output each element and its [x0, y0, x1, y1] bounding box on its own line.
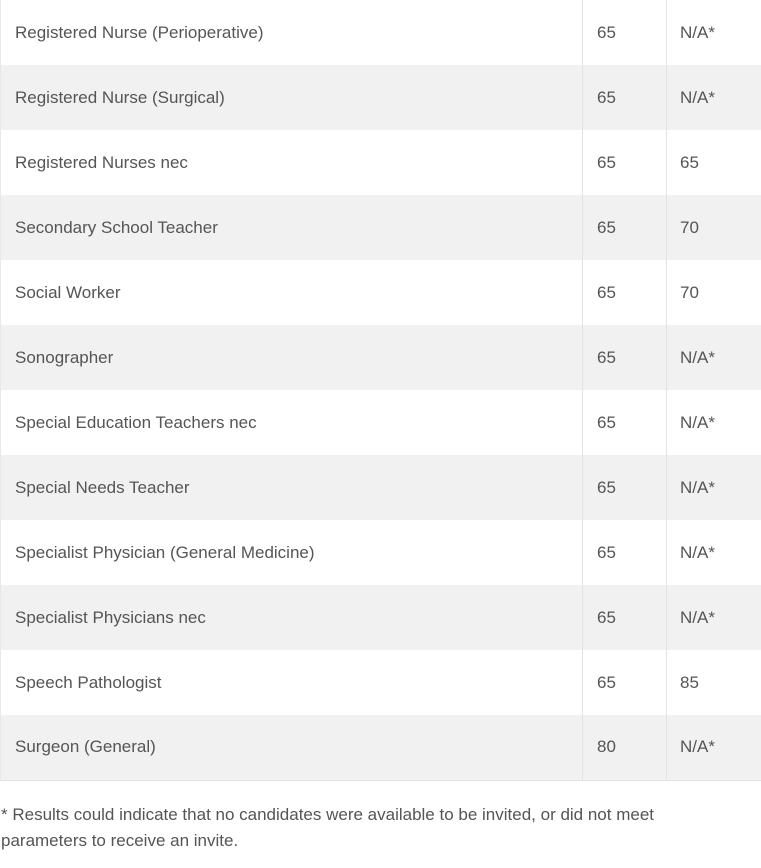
table-row: [1, 130, 761, 195]
table-row: [1, 260, 761, 325]
points-cell-secondary: N/A*: [667, 520, 761, 585]
table-row: [1, 585, 761, 650]
points-cell: 65: [583, 0, 667, 65]
points-cell-secondary: 70: [667, 260, 761, 325]
occupation-cell: Special Education Teachers nec: [1, 390, 583, 455]
occupation-cell: Specialist Physician (General Medicine): [1, 520, 583, 585]
table-row: [1, 325, 761, 390]
points-cell: 65: [583, 260, 667, 325]
points-cell: 65: [583, 520, 667, 585]
table-row: [1, 65, 761, 130]
occupation-cell: Sonographer: [1, 325, 583, 390]
table-row: [1, 455, 761, 520]
table-row: [1, 195, 761, 260]
points-cell-secondary: 70: [667, 195, 761, 260]
points-cell-secondary: N/A*: [667, 585, 761, 650]
points-cell: 80: [583, 715, 667, 780]
occupation-cell: Registered Nurses nec: [1, 130, 583, 195]
table-row: [1, 715, 761, 780]
occupation-cell: Registered Nurse (Surgical): [1, 65, 583, 130]
points-cell: 65: [583, 650, 667, 715]
points-cell-secondary: N/A*: [667, 715, 761, 780]
occupation-cell: Social Worker: [1, 260, 583, 325]
points-cell: 65: [583, 585, 667, 650]
table-row: [1, 0, 761, 65]
points-cell-secondary: N/A*: [667, 325, 761, 390]
points-cell: 65: [583, 130, 667, 195]
points-cell: 65: [583, 325, 667, 390]
points-cell-secondary: 85: [667, 650, 761, 715]
points-cell: 65: [583, 390, 667, 455]
occupation-cell: Secondary School Teacher: [1, 195, 583, 260]
occupation-cell: Special Needs Teacher: [1, 455, 583, 520]
table-row: [1, 650, 761, 715]
footnote: * Results could indicate that no candidates were available to be invited, or did not meet parameters to receive an invite.: [1, 805, 655, 850]
occupation-cell: Registered Nurse (Perioperative): [1, 0, 583, 65]
points-cell-secondary: N/A*: [667, 455, 761, 520]
points-cell: 65: [583, 195, 667, 260]
points-cell: 65: [583, 455, 667, 520]
points-cell-secondary: N/A*: [667, 0, 761, 65]
occupation-cell: Surgeon (General): [1, 715, 583, 780]
table-row: [1, 390, 761, 455]
table-body: [1, 0, 761, 780]
occupation-cell: Specialist Physicians nec: [1, 585, 583, 650]
points-cell-secondary: N/A*: [667, 65, 761, 130]
occupation-cell: Speech Pathologist: [1, 650, 583, 715]
points-cell-secondary: N/A*: [667, 390, 761, 455]
points-cell-secondary: 65: [667, 130, 761, 195]
table-row: [1, 520, 761, 585]
points-cell: 65: [583, 65, 667, 130]
